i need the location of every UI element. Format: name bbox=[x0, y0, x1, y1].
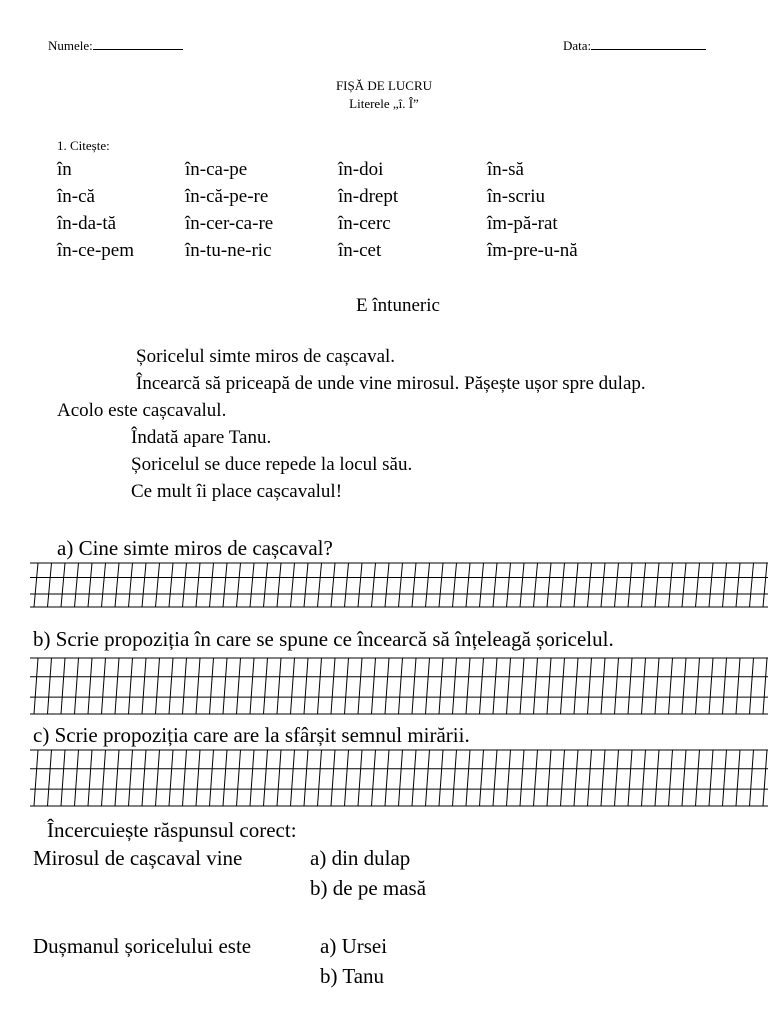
slant-guide bbox=[223, 750, 227, 806]
slant-guide bbox=[34, 750, 38, 806]
slant-guide bbox=[331, 750, 335, 806]
writing-lines-a[interactable] bbox=[0, 560, 768, 610]
slant-guide bbox=[709, 750, 713, 806]
slant-guide bbox=[34, 658, 38, 714]
choice-option[interactable]: a) din dulap bbox=[310, 846, 411, 870]
slant-guide bbox=[399, 658, 403, 714]
slant-guide bbox=[453, 750, 457, 806]
story-line: Acolo este cașcavalul. bbox=[57, 400, 227, 421]
slant-guide bbox=[547, 658, 551, 714]
slant-guide bbox=[601, 750, 605, 806]
slant-guide bbox=[142, 750, 146, 806]
slant-guide bbox=[345, 750, 349, 806]
slant-guide bbox=[520, 658, 524, 714]
story-title: E întuneric bbox=[356, 295, 440, 316]
name-label: Numele: bbox=[48, 38, 93, 53]
slant-guide bbox=[115, 750, 119, 806]
slant-guide bbox=[169, 750, 173, 806]
slant-guide bbox=[358, 563, 362, 607]
slant-guide bbox=[628, 658, 632, 714]
slant-guide bbox=[574, 563, 578, 607]
slant-guide bbox=[196, 563, 200, 607]
slant-guide bbox=[129, 563, 133, 607]
slant-guide bbox=[763, 750, 767, 806]
slant-guide bbox=[183, 563, 187, 607]
slant-guide bbox=[75, 563, 79, 607]
slant-guide bbox=[709, 563, 713, 607]
story-line: Șoricelul se duce repede la locul său. bbox=[131, 454, 413, 475]
syllable-cell: în-scriu bbox=[487, 186, 546, 207]
slant-guide bbox=[561, 750, 565, 806]
choice-option[interactable]: b) Tanu bbox=[320, 964, 385, 988]
slant-guide bbox=[628, 750, 632, 806]
syllable-cell: în-drept bbox=[338, 186, 399, 207]
page-title: FIȘĂ DE LUCRU bbox=[335, 78, 433, 93]
slant-guide bbox=[61, 563, 65, 607]
slant-guide bbox=[723, 563, 727, 607]
slant-guide bbox=[669, 658, 673, 714]
slant-guide bbox=[88, 563, 92, 607]
slant-guide bbox=[723, 750, 727, 806]
slant-guide bbox=[426, 658, 430, 714]
syllable-cell: în-ca-pe bbox=[185, 159, 248, 180]
slant-guide bbox=[372, 750, 376, 806]
story-line: Ce mult îi place cașcavalul! bbox=[131, 481, 343, 502]
slant-guide bbox=[723, 658, 727, 714]
slant-guide bbox=[345, 563, 349, 607]
slant-guide bbox=[588, 563, 592, 607]
slant-guide bbox=[750, 658, 754, 714]
slant-guide bbox=[385, 658, 389, 714]
date-field[interactable] bbox=[563, 38, 706, 54]
slant-guide bbox=[169, 658, 173, 714]
slant-guide bbox=[75, 750, 79, 806]
slant-guide bbox=[493, 750, 497, 806]
choice-option[interactable]: a) Ursei bbox=[320, 934, 388, 958]
date-blank[interactable] bbox=[591, 49, 706, 50]
slant-guide bbox=[534, 750, 538, 806]
slant-guide bbox=[102, 563, 106, 607]
slant-guide bbox=[237, 563, 241, 607]
slant-guide bbox=[642, 750, 646, 806]
slant-guide bbox=[358, 658, 362, 714]
slant-guide bbox=[156, 750, 160, 806]
syllable-cell: îm-pre-u-nă bbox=[487, 240, 578, 261]
slant-guide bbox=[372, 563, 376, 607]
slant-guide bbox=[34, 563, 38, 607]
exercise1-label: 1. Citește: bbox=[57, 138, 110, 153]
slant-guide bbox=[156, 658, 160, 714]
syllable-cell: în-cerc bbox=[338, 213, 391, 234]
slant-guide bbox=[210, 658, 214, 714]
slant-guide bbox=[507, 658, 511, 714]
slant-guide bbox=[250, 563, 254, 607]
slant-guide bbox=[547, 750, 551, 806]
slant-guide bbox=[534, 563, 538, 607]
slant-guide bbox=[196, 750, 200, 806]
slant-guide bbox=[115, 658, 119, 714]
slant-guide bbox=[129, 658, 133, 714]
slant-guide bbox=[399, 750, 403, 806]
choice-stem-1: Mirosul de cașcaval vine bbox=[33, 846, 243, 870]
slant-guide bbox=[480, 750, 484, 806]
slant-guide bbox=[696, 658, 700, 714]
slant-guide bbox=[453, 563, 457, 607]
slant-guide bbox=[655, 658, 659, 714]
name-blank[interactable] bbox=[93, 49, 183, 50]
syllable-cell: în-tu-ne-ric bbox=[185, 240, 272, 261]
slant-guide bbox=[750, 750, 754, 806]
slant-guide bbox=[318, 658, 322, 714]
slant-guide bbox=[601, 563, 605, 607]
syllable-cell: în-că-pe-re bbox=[185, 186, 269, 207]
slant-guide bbox=[169, 563, 173, 607]
slant-guide bbox=[345, 658, 349, 714]
syllable-cell: în-doi bbox=[338, 159, 384, 180]
slant-guide bbox=[534, 658, 538, 714]
slant-guide bbox=[156, 563, 160, 607]
slant-guide bbox=[655, 750, 659, 806]
slant-guide bbox=[439, 750, 443, 806]
slant-guide bbox=[588, 658, 592, 714]
slant-guide bbox=[574, 658, 578, 714]
slant-guide bbox=[466, 658, 470, 714]
slant-guide bbox=[48, 563, 52, 607]
slant-guide bbox=[88, 658, 92, 714]
syllable-cell: în-cet bbox=[338, 240, 382, 261]
slant-guide bbox=[615, 563, 619, 607]
slant-guide bbox=[372, 658, 376, 714]
slant-guide bbox=[210, 750, 214, 806]
slant-guide bbox=[669, 563, 673, 607]
slant-guide bbox=[291, 658, 295, 714]
page-subtitle: Literele „î. Î” bbox=[349, 96, 419, 111]
slant-guide bbox=[601, 658, 605, 714]
slant-guide bbox=[426, 563, 430, 607]
slant-guide bbox=[615, 750, 619, 806]
slant-guide bbox=[412, 563, 416, 607]
slant-guide bbox=[561, 658, 565, 714]
slant-guide bbox=[682, 750, 686, 806]
slant-guide bbox=[412, 658, 416, 714]
slant-guide bbox=[439, 658, 443, 714]
slant-guide bbox=[453, 658, 457, 714]
slant-guide bbox=[736, 750, 740, 806]
slant-guide bbox=[547, 563, 551, 607]
slant-guide bbox=[358, 750, 362, 806]
slant-guide bbox=[588, 750, 592, 806]
slant-guide bbox=[561, 563, 565, 607]
slant-guide bbox=[736, 563, 740, 607]
choice-option[interactable]: b) de pe masă bbox=[310, 876, 427, 900]
slant-guide bbox=[520, 750, 524, 806]
date-label: Data: bbox=[563, 38, 592, 53]
slant-guide bbox=[61, 750, 65, 806]
slant-guide bbox=[669, 750, 673, 806]
story-line: Șoricelul simte miros de cașcaval. bbox=[136, 346, 396, 367]
slant-guide bbox=[102, 750, 106, 806]
slant-guide bbox=[264, 750, 268, 806]
slant-guide bbox=[277, 563, 281, 607]
slant-guide bbox=[682, 563, 686, 607]
slant-guide bbox=[142, 563, 146, 607]
slant-guide bbox=[183, 750, 187, 806]
slant-guide bbox=[466, 750, 470, 806]
slant-guide bbox=[88, 750, 92, 806]
writing-lines-b[interactable] bbox=[0, 655, 768, 717]
slant-guide bbox=[507, 563, 511, 607]
slant-guide bbox=[142, 658, 146, 714]
slant-guide bbox=[480, 658, 484, 714]
slant-guide bbox=[250, 750, 254, 806]
slant-guide bbox=[196, 658, 200, 714]
slant-guide bbox=[696, 750, 700, 806]
slant-guide bbox=[237, 750, 241, 806]
slant-guide bbox=[291, 750, 295, 806]
slant-guide bbox=[385, 563, 389, 607]
slant-guide bbox=[264, 658, 268, 714]
syllable-cell: îm-pă-rat bbox=[487, 213, 558, 234]
slant-guide bbox=[642, 658, 646, 714]
slant-guide bbox=[466, 563, 470, 607]
slant-guide bbox=[655, 563, 659, 607]
slant-guide bbox=[426, 750, 430, 806]
syllable-cell: în-ce-pem bbox=[57, 240, 135, 261]
slant-guide bbox=[615, 658, 619, 714]
slant-guide bbox=[129, 750, 133, 806]
slant-guide bbox=[264, 563, 268, 607]
slant-guide bbox=[520, 563, 524, 607]
name-field[interactable] bbox=[48, 38, 183, 54]
slant-guide bbox=[183, 658, 187, 714]
slant-guide bbox=[736, 658, 740, 714]
slant-guide bbox=[574, 750, 578, 806]
slant-guide bbox=[250, 658, 254, 714]
story-line: Îndată apare Tanu. bbox=[131, 427, 272, 448]
slant-guide bbox=[304, 658, 308, 714]
slant-guide bbox=[696, 563, 700, 607]
syllable-cell: în-da-tă bbox=[57, 213, 117, 234]
slant-guide bbox=[304, 750, 308, 806]
slant-guide bbox=[763, 658, 767, 714]
slant-guide bbox=[318, 750, 322, 806]
slant-guide bbox=[642, 563, 646, 607]
choice-instruction: Încercuiește răspunsul corect: bbox=[47, 818, 297, 842]
slant-guide bbox=[210, 563, 214, 607]
slant-guide bbox=[237, 658, 241, 714]
slant-guide bbox=[115, 563, 119, 607]
syllable-cell: în-să bbox=[487, 159, 524, 180]
slant-guide bbox=[507, 750, 511, 806]
slant-guide bbox=[412, 750, 416, 806]
slant-guide bbox=[493, 658, 497, 714]
slant-guide bbox=[291, 563, 295, 607]
slant-guide bbox=[277, 750, 281, 806]
slant-guide bbox=[628, 563, 632, 607]
syllable-cell: în bbox=[57, 159, 72, 180]
syllable-cell: în-cer-ca-re bbox=[185, 213, 274, 234]
slant-guide bbox=[48, 750, 52, 806]
slant-guide bbox=[48, 658, 52, 714]
slant-guide bbox=[331, 658, 335, 714]
question-c: c) Scrie propoziția care are la sfârșit semnul mirării. bbox=[33, 723, 470, 747]
choice-stem-2: Dușmanul șoricelului este bbox=[33, 934, 252, 958]
slant-guide bbox=[682, 658, 686, 714]
slant-guide bbox=[399, 563, 403, 607]
question-a: a) Cine simte miros de cașcaval? bbox=[57, 536, 333, 560]
slant-guide bbox=[480, 563, 484, 607]
slant-guide bbox=[223, 658, 227, 714]
question-b: b) Scrie propoziția în care se spune ce încearcă să înțeleagă șoricelul. bbox=[33, 627, 614, 651]
syllable-cell: în-că bbox=[57, 186, 95, 207]
slant-guide bbox=[493, 563, 497, 607]
slant-guide bbox=[439, 563, 443, 607]
story-line: Încearcă să priceapă de unde vine mirosul. Pășește ușor spre dulap. bbox=[136, 373, 646, 394]
slant-guide bbox=[750, 563, 754, 607]
slant-guide bbox=[331, 563, 335, 607]
slant-guide bbox=[223, 563, 227, 607]
slant-guide bbox=[318, 563, 322, 607]
writing-lines-c[interactable] bbox=[0, 747, 768, 809]
slant-guide bbox=[102, 658, 106, 714]
slant-guide bbox=[277, 658, 281, 714]
slant-guide bbox=[61, 658, 65, 714]
slant-guide bbox=[75, 658, 79, 714]
slant-guide bbox=[304, 563, 308, 607]
slant-guide bbox=[763, 563, 767, 607]
slant-guide bbox=[709, 658, 713, 714]
slant-guide bbox=[385, 750, 389, 806]
